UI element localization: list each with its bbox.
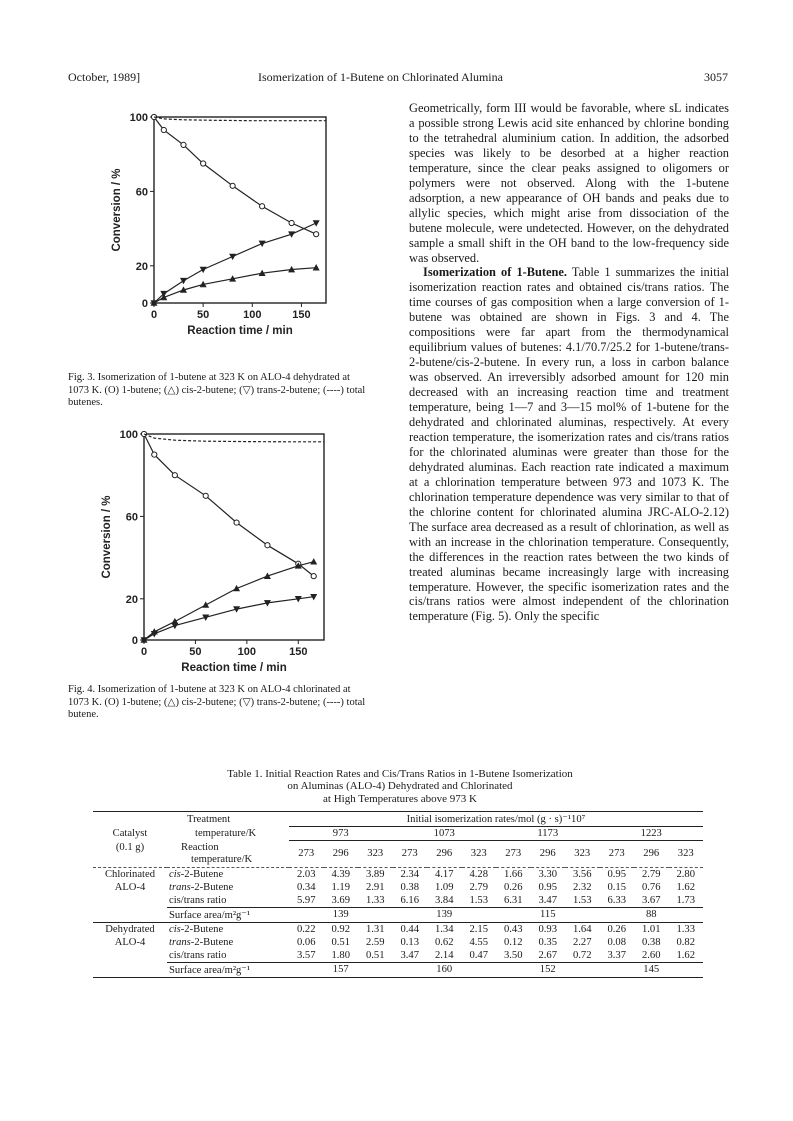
table-header-line: temperature/K [191,853,253,865]
x-axis-label: Reaction time / min [181,662,287,674]
table-row [93,922,703,936]
surface-area-value: 139 [393,907,497,922]
table-cell: 0.38 [641,936,661,948]
x-tick-label: 0 [140,646,148,658]
table-header: 273 [401,848,418,860]
table-header: 296 [643,848,660,860]
running-header-title: Isomerization of 1-Butene on Chlorinated Alumina [258,70,503,84]
paragraph-text: Table 1 summarizes the initial isomerization reaction rates and obtained cis/trans ratios. The time courses of gas composition when a large conversion of 1-butene was obtained are shown in Figs. 3 and 4. The compositions were far apart from the thermodynamical equilibrium values of butenes: 4.1/70.7/25.2 for 1-butene/trans-2-butene/cis-2-butene. In every run, a loss in carbon balance was observed. An irreversibly adsorbed amount for 120 min decreased with an increasing reaction time and treatment temperature, being 1—7 and 3—15 mol% of 1-butene for the dehydrated and chlorinated aluminas, respectively. At every reaction temperature, the isomerization rates and cis/trans ratios for the chlorinated aluminas were greater than those for the dehydrated aluminas. Each reaction rate indicated a maximum at a chlorination temperature between 973 and 1073 K. The chlorination temperature dependence was very similar to that of the chlorine content for chlorinated alumina JRC-ALO-2.12) The surface area decreased as a result of chlorination, as well as with an increase in the chlorination temperature. Consequently, the differences in the reaction rates between the two kinds of treated aluminas became increasingly large with increasing temperature. However, the specific isomerization rates and the cis/trans ratios were almost independent of the chlorination temperature (Fig. 5). Only the specific [409,265,730,624]
figure-3 [68,105,368,340]
series-line [144,434,324,442]
table-cell: 0.93 [531,922,566,936]
x-tick-label: 100 [243,309,262,321]
table-header: 323 [470,848,487,860]
row-label-text: -2-Butene [190,881,234,893]
table-cell: 1.01 [634,922,669,936]
table-header: 323 [367,848,384,860]
data-point-triangle-down [313,221,319,227]
data-point-circle [265,543,270,548]
surface-area-value: 152 [496,962,600,977]
table-cell: 3.50 [503,949,523,961]
table-cell: 1.66 [496,867,531,881]
table-cell: 2.80 [669,867,704,881]
x-tick-label: 150 [289,646,308,658]
plot-frame [154,117,326,303]
series-line [144,434,314,576]
table-cell: 2.67 [538,949,558,961]
table-cell: 1.62 [676,881,696,893]
table-cell: 2.15 [462,922,497,936]
row-label [167,881,289,894]
figure-3-caption: Fig. 3. Isomerization of 1-butene at 323 K on ALO-4 dehydrated at 1073 K. (O) 1-butene; (△) cis-2-butene; (▽) trans-2-butene; (----) total butenes. [68,372,366,408]
x-tick-label: 50 [197,309,210,321]
surface-area-row [93,907,703,922]
table-cell: 3.56 [565,867,600,881]
table-header: 1223 [600,827,704,841]
data-point-circle [152,452,157,457]
table-cell: 4.17 [427,867,462,881]
table-header: 323 [677,848,694,860]
table-cell: 3.30 [531,867,566,881]
table-body [93,867,703,977]
table-cell: 3.84 [434,894,454,906]
table-cell: 2.03 [289,867,324,881]
y-tick-label: 0 [131,635,138,647]
table-cell: 0.44 [393,922,428,936]
row-label [167,949,289,963]
section-heading: Isomerization of 1-Butene. [423,265,568,280]
catalyst-cell: ALO-4 [114,881,146,893]
table-cell: 0.43 [496,922,531,936]
running-header-left: October, 1989] [68,70,141,84]
table-cell: 1.33 [365,894,385,906]
surface-area-label: Surface area/m²g⁻¹ [167,962,289,977]
table-cell: 3.69 [331,894,351,906]
table-header: 1073 [393,827,497,841]
table-cell: 2.14 [434,949,454,961]
table-cell: 1.31 [358,922,393,936]
table-cell: 0.47 [469,949,489,961]
row-label-text: cis/trans ratio [169,894,227,906]
table-header: 323 [574,848,591,860]
row-label-text: -2-Butene [190,936,234,948]
table-cell: 0.34 [296,881,316,893]
table-cell: 0.26 [503,881,523,893]
table-cell: 2.60 [641,949,661,961]
table-cell: 2.27 [572,936,592,948]
table-header: 296 [436,848,453,860]
surface-area-value: 88 [600,907,704,922]
table-cell: 0.82 [676,936,696,948]
table-header: 296 [332,848,349,860]
catalyst-cell: Chlorinated [93,867,167,881]
catalyst-cell: ALO-4 [114,936,146,948]
table-cell: 1.80 [331,949,351,961]
table-cell: 0.06 [296,936,316,948]
table-cell: 2.34 [393,867,428,881]
y-tick-label: 60 [135,186,148,199]
table-row [93,894,703,908]
y-axis-label: Conversion / % [111,168,123,252]
table-header: Catalyst [112,828,148,839]
table-cell: 0.95 [538,881,558,893]
empty-cell [93,812,167,827]
catalyst-cell [93,894,167,908]
table-cell: 0.15 [607,881,627,893]
table-row [93,881,703,894]
x-tick-label: 0 [150,309,158,321]
y-tick-label: 100 [119,429,138,441]
table-cell: 2.91 [365,881,385,893]
figure-4 [68,422,368,677]
table-cell: 1.53 [572,894,592,906]
paragraph: Geometrically, form III would be favorable, where sL indicates a possible strong Lewis acid site enhanced by chlorine bonding to the tetrahedral aluminium cation. In addition, the adsorbed species was likely to be desorbed at a higher reaction temperature, since the clear peaks assigned to oligomers or polymers were not observed. Along with the 1-butene adsorption, a new appearance of OH bands and peaks due to allylic species, which might arise from dissociation of the butene molecule, were undetected. However, on the dehydrated sample a small shift in the OH band to the low-frequency side was observed. [409,101,729,265]
data-point-circle [314,232,319,237]
table-cell: 0.13 [400,936,420,948]
table-cell: 0.95 [600,867,635,881]
surface-area-value: 139 [289,907,393,922]
table-cell: 3.89 [358,867,393,881]
data-point-circle [260,204,265,209]
data-point-circle [311,574,316,579]
table-cell: 2.79 [634,867,669,881]
table-cell: 0.72 [572,949,592,961]
y-tick-label: 60 [125,511,138,524]
table-cell: 1.62 [676,949,696,961]
table-header: Treatment [167,812,289,827]
empty-cell [93,962,167,977]
surface-area-label: Surface area/m²g⁻¹ [167,907,289,922]
x-axis-label: Reaction time / min [187,325,293,337]
row-label [167,867,289,881]
surface-area-value: 157 [289,962,393,977]
data-point-triangle-down [230,254,236,260]
table-cell: 0.38 [400,881,420,893]
x-tick-label: 50 [189,646,202,658]
table-cell: 3.57 [296,949,316,961]
data-point-circle [203,493,208,498]
table-cell: 6.33 [607,894,627,906]
table-header: temperature/K [195,828,257,839]
table-cell: 0.26 [600,922,635,936]
y-tick-label: 100 [129,112,148,124]
table-header: 273 [298,848,315,860]
table-cell: 1.33 [669,922,704,936]
table-header: (0.1 g) [115,841,145,853]
table-title-line: at High Temperatures above 973 K [323,792,477,805]
series-line [144,597,314,640]
table-header: 296 [539,848,556,860]
data-point-circle [161,127,166,132]
y-tick-label: 20 [125,593,138,606]
figure-4-chart [68,422,368,677]
x-tick-label: 100 [237,646,257,658]
table-cell: 4.28 [462,867,497,881]
table-cell: 0.51 [365,949,385,961]
y-tick-label: 20 [135,260,148,273]
x-tick-label: 150 [292,309,311,321]
row-label [167,922,289,936]
table-cell: 6.31 [503,894,523,906]
table-cell: 1.09 [434,881,454,893]
surface-area-value: 115 [496,907,600,922]
table-cell: 0.22 [289,922,324,936]
data-point-triangle-down [200,267,206,273]
surface-area-value: 145 [600,962,704,977]
paragraph [409,265,729,624]
table-cell: 1.53 [469,894,489,906]
data-point-circle [172,473,177,478]
data-point-circle [230,183,235,188]
series-line [154,117,316,234]
data-point-triangle-up [311,559,317,565]
table-cell: 3.37 [607,949,627,961]
row-label-italic: trans [169,936,191,948]
row-label-italic: cis [169,868,181,880]
data-point-triangle-down [259,241,265,247]
table-title [120,768,680,805]
row-label [167,894,289,908]
data-point-circle [181,142,186,147]
row-label [167,936,289,949]
table-title-line: on Aluminas (ALO-4) Dehydrated and Chlorinated [287,780,513,793]
table-header: 273 [608,848,625,860]
table-row [93,949,703,963]
table-cell: 1.73 [676,894,696,906]
table-cell: 4.55 [469,936,489,948]
y-tick-label: 0 [141,298,148,310]
table-cell: 3.67 [641,894,661,906]
body-text [409,101,729,624]
table-cell: 5.97 [296,894,316,906]
table-cell: 2.32 [572,881,592,893]
data-point-circle [289,220,294,225]
table-row [93,936,703,949]
row-label-text: cis/trans ratio [169,949,227,961]
surface-area-value: 160 [393,962,497,977]
table-row [93,867,703,881]
table-cell: 4.39 [324,867,359,881]
table-header [167,841,289,868]
empty-cell [93,907,167,922]
table-title-line: Table 1. Initial Reaction Rates and Cis/Trans Ratios in 1-Butene Isomerization [227,768,573,780]
table-cell: 3.47 [400,949,420,961]
table-cell: 0.76 [641,881,661,893]
row-label-text: -2-Butene [180,868,224,880]
table-cell: 1.19 [331,881,351,893]
plot-frame [144,434,324,640]
table-cell: 2.79 [469,881,489,893]
table-cell: 0.08 [607,936,627,948]
series-line [154,268,316,303]
table-cell: 6.16 [400,894,420,906]
catalyst-cell: Dehydrated [93,922,167,936]
y-axis-label: Conversion / % [101,495,113,579]
page-number: 3057 [704,70,728,84]
row-label-italic: cis [169,923,181,935]
table-header: Initial isomerization rates/mol (g · s)⁻¹10⁷ [289,812,703,827]
table-cell: 0.12 [503,936,523,948]
table-header: 1173 [496,827,600,841]
data-point-triangle-down [180,278,186,284]
table-cell: 0.51 [331,936,351,948]
catalyst-cell [93,949,167,963]
table-header-line: Reaction [181,841,219,853]
figure-3-chart [68,105,368,340]
surface-area-row [93,962,703,977]
row-label-italic: trans [169,881,191,893]
table-cell: 1.34 [427,922,462,936]
data-point-circle [201,161,206,166]
figure-4-caption: Fig. 4. Isomerization of 1-butene at 323 K on ALO-4 chlorinated at 1073 K. (O) 1-butene; (△) cis-2-butene; (▽) trans-2-butene; (----) total butene. [68,684,366,720]
data-table [93,811,703,978]
table-cell: 0.62 [434,936,454,948]
table-cell: 1.64 [565,922,600,936]
data-point-triangle-up [203,602,209,608]
table-cell: 3.47 [538,894,558,906]
data-point-circle [234,520,239,525]
table-header: 973 [289,827,393,841]
table-header: 273 [505,848,522,860]
table-cell: 0.35 [538,936,558,948]
table-cell: 0.92 [324,922,359,936]
table-cell: 2.59 [365,936,385,948]
row-label-text: -2-Butene [180,923,224,935]
